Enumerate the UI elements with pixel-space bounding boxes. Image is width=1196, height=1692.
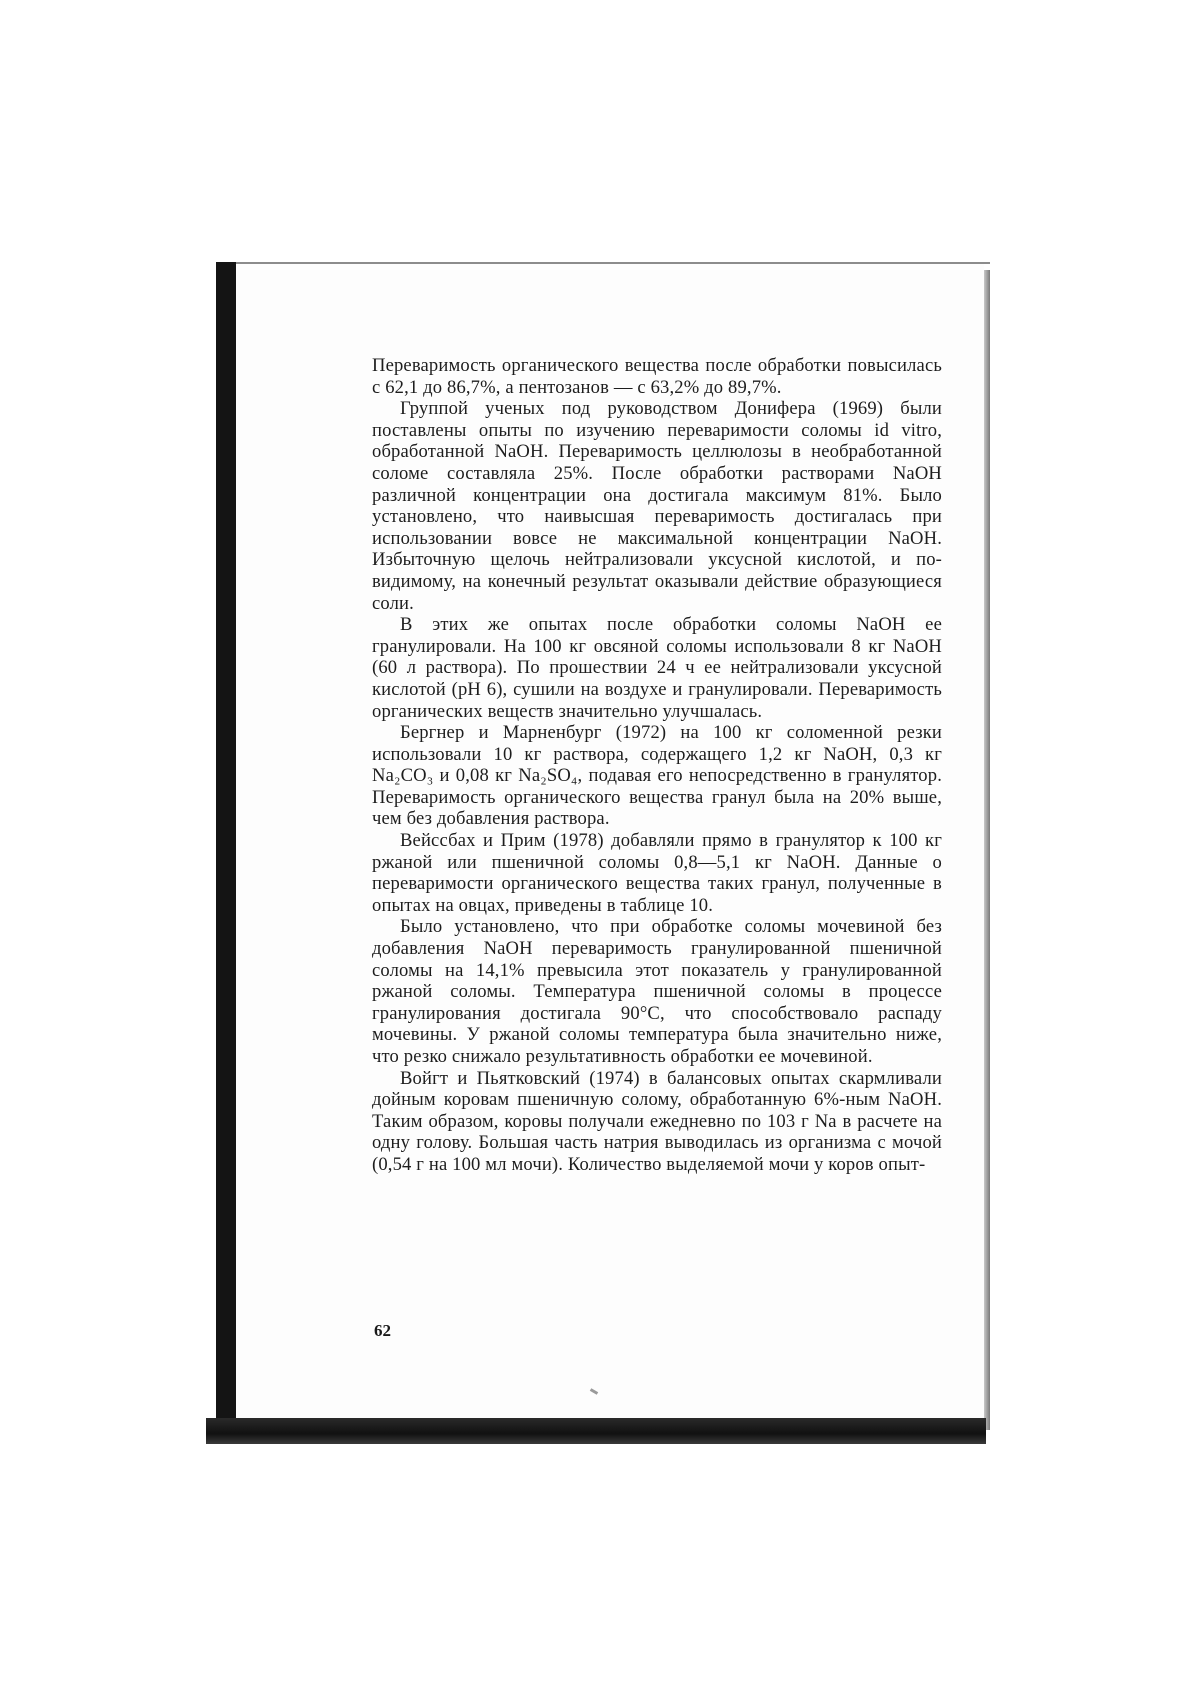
paragraph: Войгт и Пьятковский (1974) в балансовых опытах скармливали дойным коровам пшеничную солому, обработанную 6%-ным NaOH. Таким образом, коровы получали ежедневно по 103 г Na в расчете на одну голову. Большая часть натрия выводилась из организма с мочой (0,54 г на 100 мл мочи). Количество выделяемой мочи у коров опыт- bbox=[372, 1067, 942, 1175]
page-number: 62 bbox=[374, 1321, 391, 1340]
paragraph: Вейссбах и Прим (1978) добавляли прямо в гранулятор к 100 кг ржаной или пшеничной соломы 0,8—5,1 кг NaOH. Данные о переваримости органического вещества таких гранул, полученные в опытах на овцах, приведены в таблице 10. bbox=[372, 830, 942, 916]
paragraph: Было установлено, что при обработке соломы мочевиной без добавления NaOH переваримость гранулированной пшеничной соломы на 14,1% превысила этот показатель у гранулированной ржаной соломы. Температура пшеничной соломы в процессе гранулирования достигала 90°С, что способствовало распаду мочевины. У ржаной соломы температура была значительно ниже, что резко снижало результативность обработки ее мочевиной. bbox=[372, 916, 942, 1067]
book-spine-shadow bbox=[216, 262, 236, 1442]
book-bottom-edge bbox=[206, 1418, 986, 1444]
paragraph: Группой ученых под руководством Донифера (1969) были поставлены опыты по изучению переваримости соломы id vitro, обработанной NaOH. Переваримость целлюлозы в необработанной соломе составляла 25%. После обработки растворами NaOH различной концентрации она достигала максимум 81%. Было установлено, что наивысшая переваримость достигалась при использовании вовсе не максимальной концентрации NaOH. Избыточную щелочь нейтрализовали уксусной кислотой, и по-видимому, на конечный результат оказывали действие образующиеся соли. bbox=[372, 398, 942, 614]
body-text bbox=[372, 355, 942, 1176]
paragraph: Бергнер и Марненбург (1972) на 100 кг соломенной резки использовали 10 кг раствора, содержащего 1,2 кг NaOH, 0,3 кг Na₂CO₃ и 0,08 кг Na₂SO₄, подавая его непосредственно в гранулятор. Переваримость органического вещества гранул была на 20% выше, чем без добавления раствора. bbox=[372, 722, 942, 830]
paragraph: В этих же опытах после обработки соломы NaOH ее гранулировали. На 100 кг овсяной соломы использовали 8 кг NaOH (60 л раствора). По прошествии 24 ч ее нейтрализовали уксусной кислотой (pH 6), сушили на воздухе и гранулировали. Переваримость органических веществ значительно улучшалась. bbox=[372, 614, 942, 722]
page-right-edge bbox=[984, 270, 990, 1430]
paragraph: Переваримость органического вещества после обработки повысилась с 62,1 до 86,7%, а пентозанов — с 63,2% до 89,7%. bbox=[372, 355, 942, 398]
